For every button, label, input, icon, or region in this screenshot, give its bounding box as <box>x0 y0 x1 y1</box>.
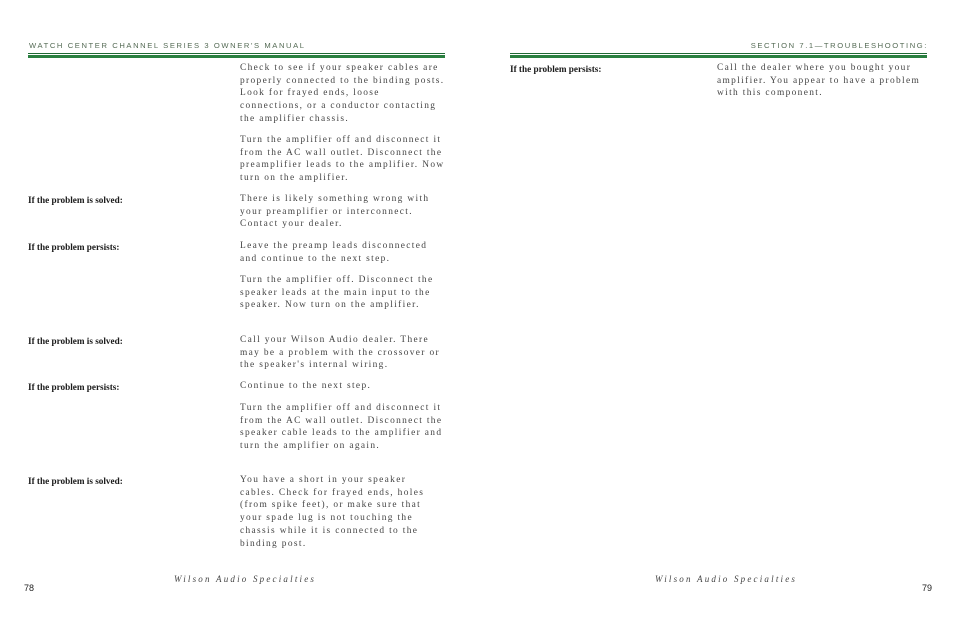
condition-label: If the problem persists: <box>28 242 120 252</box>
right-page <box>477 0 954 618</box>
body-paragraph: Call the dealer where you bought your amplifier. You appear to have a problem with this component. <box>717 63 921 99</box>
left-footer: Wilson Audio Specialties <box>174 574 317 584</box>
condition-label: If the problem persists: <box>28 382 120 392</box>
body-paragraph: There is likely something wrong with your preamplifier or interconnect. Contact your dealer. <box>240 194 430 230</box>
body-paragraph: Turn the amplifier off. Disconnect the speaker leads at the main input to the speaker. Now turn on the amplifier. <box>240 275 434 311</box>
body-paragraph: Turn the amplifier off and disconnect it from the AC wall outlet. Disconnect the preamplifier leads to the amplifier. Now turn on the amplifier. <box>240 135 445 184</box>
condition-label: If the problem is solved: <box>28 195 123 205</box>
condition-label: If the problem is solved: <box>28 336 123 346</box>
left-page-number: 78 <box>24 583 35 593</box>
right-header-rule <box>510 53 927 58</box>
body-paragraph: Leave the preamp leads disconnected and continue to the next step. <box>240 241 428 264</box>
body-paragraph: You have a short in your speaker cables. Check for frayed ends, holes (from spike feet), or make sure that your spade lug is not touching the chassis while it is connected to the binding post. <box>240 475 425 549</box>
condition-label: If the problem persists: <box>510 64 602 74</box>
condition-label: If the problem is solved: <box>28 476 123 486</box>
right-page-number: 79 <box>921 583 932 593</box>
right-running-header: SECTION 7.1—TROUBLESHOOTING: <box>750 41 928 50</box>
left-header-rule <box>28 53 445 58</box>
left-running-header: WATCH CENTER CHANNEL SERIES 3 OWNER'S MANUAL <box>29 41 306 50</box>
body-paragraph: Call your Wilson Audio dealer. There may be a problem with the crossover or the speaker's internal wiring. <box>240 335 440 371</box>
body-paragraph: Continue to the next step. <box>240 381 372 391</box>
body-paragraph: Turn the amplifier off and disconnect it from the AC wall outlet. Disconnect the speaker cable leads to the amplifier and turn the amplifier on again. <box>240 403 443 452</box>
body-paragraph: Check to see if your speaker cables are properly connected to the binding posts. Look for frayed ends, loose connections, or a conductor contacting the amplifier chassis. <box>240 63 445 124</box>
right-footer: Wilson Audio Specialties <box>655 574 798 584</box>
